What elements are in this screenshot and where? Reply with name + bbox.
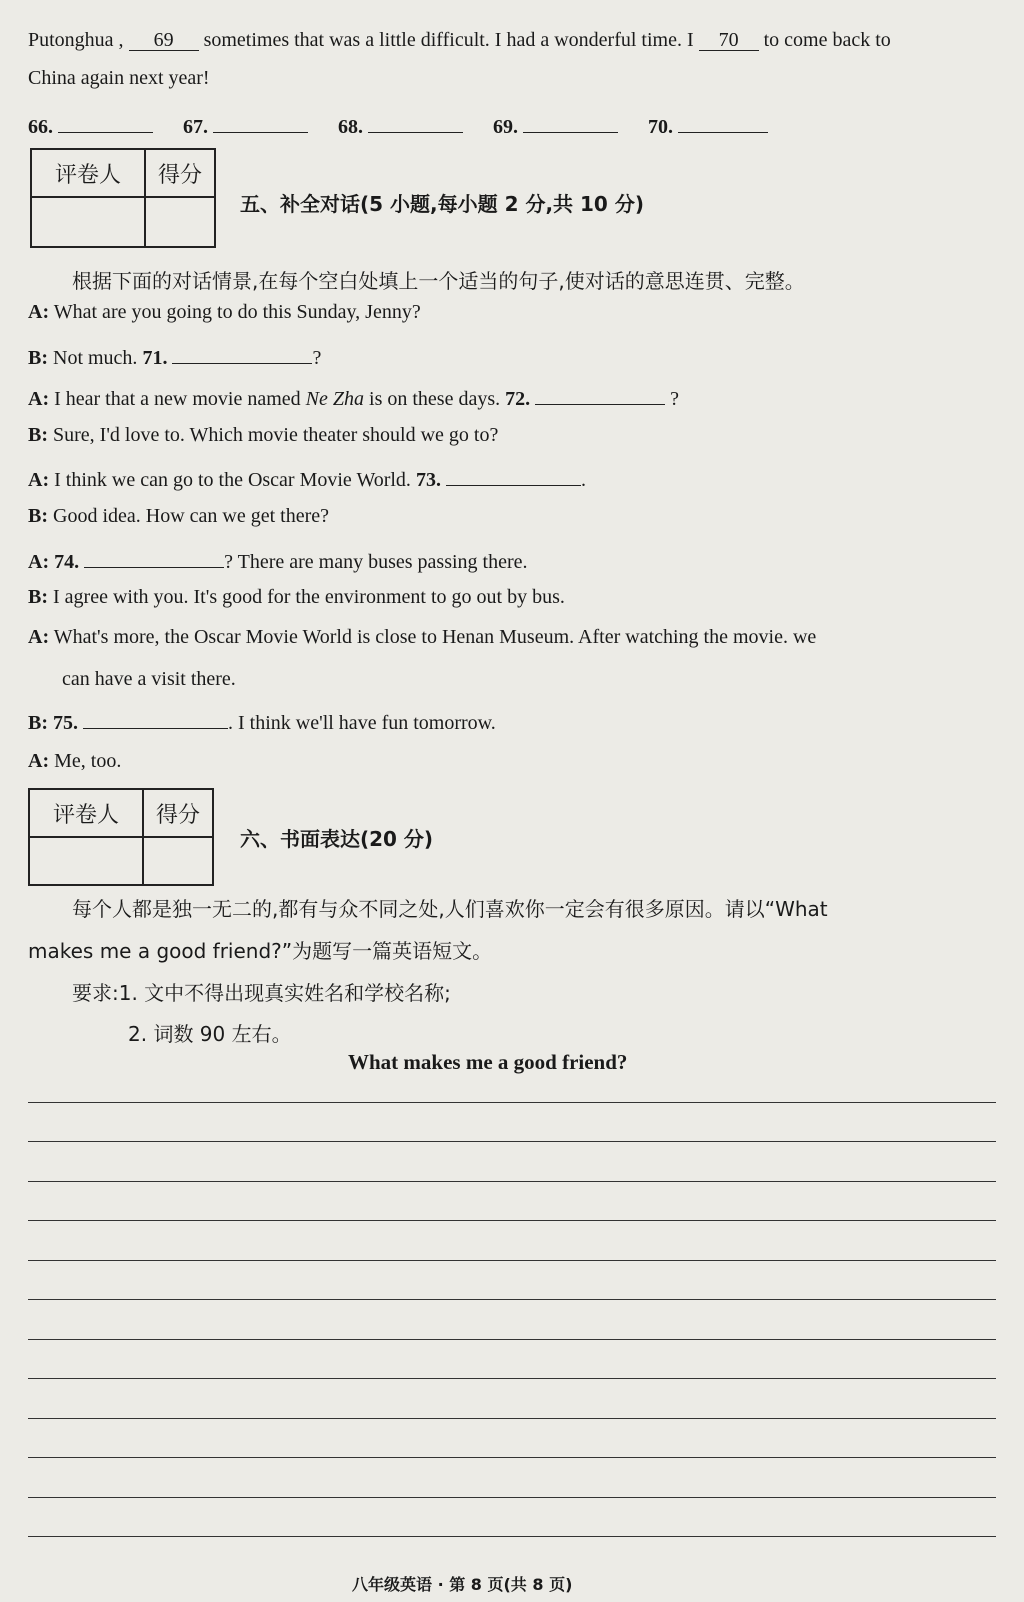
dialogue-text: Sure, I'd love to. Which movie theater should we go to? <box>53 424 499 446</box>
dialogue-text: Me, too. <box>54 750 122 772</box>
writing-line[interactable] <box>28 1181 996 1182</box>
grader-cell[interactable] <box>29 837 143 885</box>
movie-title: Ne Zha <box>305 388 365 410</box>
writing-line[interactable] <box>28 1536 996 1537</box>
speaker-label: A: <box>28 469 50 491</box>
answer-blank-71[interactable] <box>172 341 312 364</box>
question-number-73: 73. <box>415 469 441 491</box>
dialogue-line-6 <box>28 504 329 528</box>
dialogue-text: . <box>580 469 586 491</box>
answer-blank-67[interactable] <box>213 110 308 133</box>
speaker-label: A: <box>28 301 50 323</box>
speaker-label: A: <box>28 388 50 410</box>
dialogue-text: What's more, the Oscar Movie World is close to Henan Museum. After watching the movie. we <box>53 626 817 648</box>
section-5-instruction: 根据下面的对话情景,在每个空白处填上一个适当的句子,使对话的意思连贯、完整。 <box>72 269 805 293</box>
speaker-label: B: <box>28 424 48 446</box>
grader-score-table-6 <box>28 788 214 886</box>
speaker-label: B: <box>28 505 48 527</box>
question-number-75: 75. <box>53 712 78 734</box>
section-6-prompt-line-1: 每个人都是独一无二的,都有与众不同之处,人们喜欢你一定会有很多原因。请以“What <box>72 897 828 921</box>
dialogue-line-12 <box>28 749 121 773</box>
writing-line[interactable] <box>28 1378 996 1379</box>
cloze-text: to come back to <box>763 29 891 51</box>
dialogue-text: . I think we'll have fun tomorrow. <box>228 712 496 734</box>
answer-blank-75[interactable] <box>83 706 228 729</box>
question-number-74: 74. <box>54 551 80 573</box>
speaker-label: B: <box>28 586 48 608</box>
dialogue-text: I agree with you. It's good for the environment to go out by bus. <box>53 586 565 608</box>
section-6-requirement-1: 要求:1. 文中不得出现真实姓名和学校名称; <box>72 981 451 1005</box>
answer-label-66: 66. <box>28 116 53 138</box>
answer-blank-69[interactable] <box>523 110 618 133</box>
essay-title: What makes me a good friend? <box>348 1050 628 1074</box>
section-6-title: 六、书面表达(20 分) <box>240 827 434 851</box>
score-cell[interactable] <box>145 197 215 247</box>
writing-line[interactable] <box>28 1497 996 1498</box>
dialogue-text: Good idea. How can we get there? <box>53 505 329 527</box>
section-5-title: 五、补全对话(5 小题,每小题 2 分,共 10 分) <box>240 192 644 216</box>
dialogue-text: ? <box>670 388 679 410</box>
question-number-71: 71. <box>142 347 168 369</box>
grader-score-table-5 <box>30 148 216 248</box>
dialogue-text: ? <box>312 347 322 369</box>
answer-row <box>28 110 768 139</box>
answer-label-69: 69. <box>493 116 518 138</box>
section-6-requirement-2: 2. 词数 90 左右。 <box>128 1022 292 1046</box>
grader-cell[interactable] <box>31 197 145 247</box>
answer-label-70: 70. <box>648 116 673 138</box>
answer-blank-74[interactable] <box>84 545 224 568</box>
dialogue-text: I think we can go to the Oscar Movie World. <box>54 469 416 491</box>
score-header: 得分 <box>145 149 215 197</box>
cloze-line-1 <box>28 28 891 52</box>
dialogue-text: What are you going to do this Sunday, Jenny? <box>53 301 421 323</box>
speaker-label: B: <box>28 347 48 369</box>
writing-line[interactable] <box>28 1457 996 1458</box>
answer-blank-68[interactable] <box>368 110 463 133</box>
speaker-label: A: <box>28 750 50 772</box>
grader-header: 评卷人 <box>31 149 145 197</box>
dialogue-line-1 <box>28 300 421 324</box>
cloze-text: sometimes that was a little difficult. I had a wonderful time. I <box>203 29 694 51</box>
writing-line[interactable] <box>28 1299 996 1300</box>
writing-line[interactable] <box>28 1220 996 1221</box>
answer-blank-66[interactable] <box>58 110 153 133</box>
cloze-answer-69: 69 <box>129 28 199 51</box>
answer-label-68: 68. <box>338 116 363 138</box>
cloze-answer-70: 70 <box>699 28 759 51</box>
speaker-label: B: <box>28 712 48 734</box>
speaker-label: A: <box>28 551 50 573</box>
dialogue-line-4 <box>28 423 498 447</box>
dialogue-line-8 <box>28 585 565 609</box>
cloze-text: Putonghua , <box>28 29 124 51</box>
dialogue-text: is on these days. <box>364 388 506 410</box>
page-footer: 八年级英语 · 第 8 页(共 8 页) <box>352 1575 573 1594</box>
score-cell[interactable] <box>143 837 213 885</box>
writing-line[interactable] <box>28 1339 996 1340</box>
dialogue-line-3 <box>28 382 679 411</box>
dialogue-text: Not much. <box>53 347 143 369</box>
dialogue-line-10: can have a visit there. <box>62 668 236 690</box>
answer-label-67: 67. <box>183 116 208 138</box>
writing-line[interactable] <box>28 1418 996 1419</box>
dialogue-text: I hear that a new movie named <box>54 388 306 410</box>
writing-line[interactable] <box>28 1260 996 1261</box>
dialogue-line-9 <box>28 625 816 649</box>
dialogue-line-2 <box>28 341 321 370</box>
dialogue-text: ? There are many buses passing there. <box>224 551 528 573</box>
answer-blank-70[interactable] <box>678 110 768 133</box>
answer-blank-72[interactable] <box>535 382 665 405</box>
speaker-label: A: <box>28 626 50 648</box>
answer-blank-73[interactable] <box>446 463 581 486</box>
dialogue-line-7 <box>28 545 528 574</box>
dialogue-line-11 <box>28 706 496 735</box>
dialogue-line-5 <box>28 463 586 492</box>
writing-line[interactable] <box>28 1141 996 1142</box>
grader-header: 评卷人 <box>29 789 143 837</box>
question-number-72: 72. <box>505 388 531 410</box>
cloze-line-2: China again next year! <box>28 67 210 89</box>
section-6-prompt-line-2: makes me a good friend?”为题写一篇英语短文。 <box>28 939 493 963</box>
score-header: 得分 <box>143 789 213 837</box>
writing-line[interactable] <box>28 1102 996 1103</box>
